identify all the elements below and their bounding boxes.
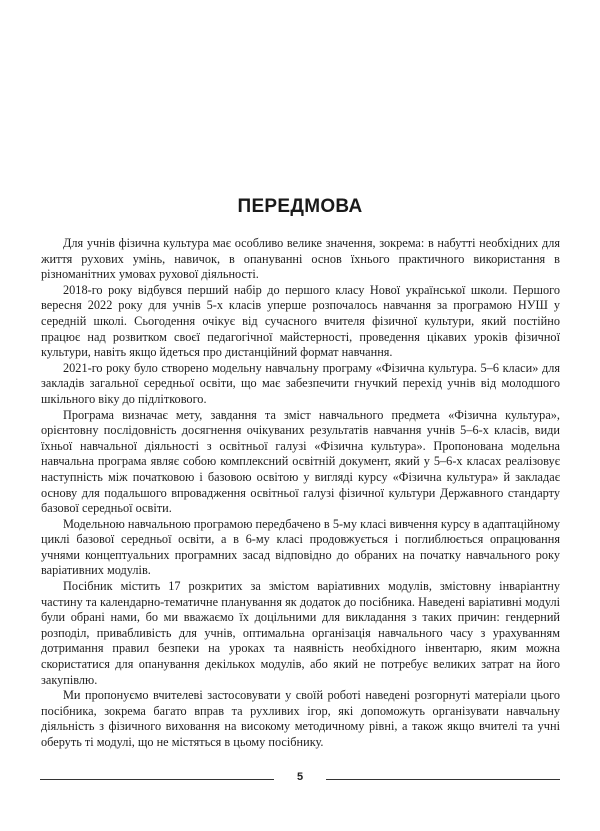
paragraph: Для учнів фізична культура має особливо велике значення, зокрема: в набутті необхідних для життя рухових умінь, навичок, в опануванні основ їхнього практичного використання в різноманітних умовах рухової діяльності. — [41, 236, 560, 282]
paragraph: 2021-го року було створено модельну навчальну програму «Фізична культура. 5–6 класи» для закладів загальної середньої освіти, що має забезпечити гнучкий перехід учнів від молодшого шкільного віку до підліткового. — [41, 360, 560, 406]
page-title: ПЕРЕДМОВА — [237, 196, 363, 217]
paragraph: Посібник містить 17 розкритих за змістом варіативних модулів, змістовну інваріантну частину та календарно-тематичне планування як додаток до посібника. Наведені варіативні модулі були обрані нами, бо ми вважаємо їх доцільними для викладання з таких причин: гендерний розподіл, привабливість для учнів, оптимальна організація навчального часу з урахуванням дотримання правил безпеки на уроках та наявність необхідного інвентарю, яким можна скористатися для опанування декількох модулів, або який не потребує великих затрат на його закупівлю. — [41, 579, 560, 687]
paragraph: Програма визначає мету, завдання та зміст навчального предмета «Фізична культура», орієнтовну послідовність досягнення очікуваних результатів навчання учнів 5–6-х класів, види їхньої навчальної діяльності з освітньої галузі «Фізична культура». Пропонована модельна навчальна програма являє собою комплексний освітній документ, який у 5–6-х класах реалізовує наступність між початковою і базовою освітою у вигляді курсу «Фізична культура» й закладає основу для подальшого впровадження освітньої галузі фізичної культури Державного стандарту базової середньої освіти. — [41, 407, 560, 516]
page-footer — [40, 771, 560, 787]
footer-rule-right — [326, 779, 560, 780]
preface-body — [41, 236, 560, 751]
paragraph: Модельною навчальною програмою передбачено в 5-му класі вивчення курсу в адаптаційному циклі базової середньої освіти, а в 6-му класі продовжується і поглиблюється опрацювання учнями концептуальних програмних засад відповідно до обраних на початку навчального року варіативних модулів. — [41, 516, 560, 578]
paragraph: 2018-го року відбувся перший набір до першого класу Нової української школи. Першого вересня 2022 року для учнів 5-х класів уперше розпочалось навчання за програмою НУШ у середній школі. Сьогодення очікує від сучасного вчителя фізичної культури, який постійно працює над розвитком своєї педагогічної майстерності, проведення цікавих уроків фізичної культури, навіть якщо йдеться про дистанційний формат навчання. — [41, 282, 560, 360]
page-number: 5 — [296, 771, 304, 783]
paragraph: Ми пропонуємо вчителеві застосовувати у своїй роботі наведені розгорнуті матеріали цього посібника, зокрема багато вправ та рухливих ігор, які допоможуть організувати навчальну діяльність з фізичного виховання на високому методичному рівні, а також якщо вчителі та учні оберуть ті модулі, що не містяться в цьому посібнику. — [41, 688, 560, 749]
